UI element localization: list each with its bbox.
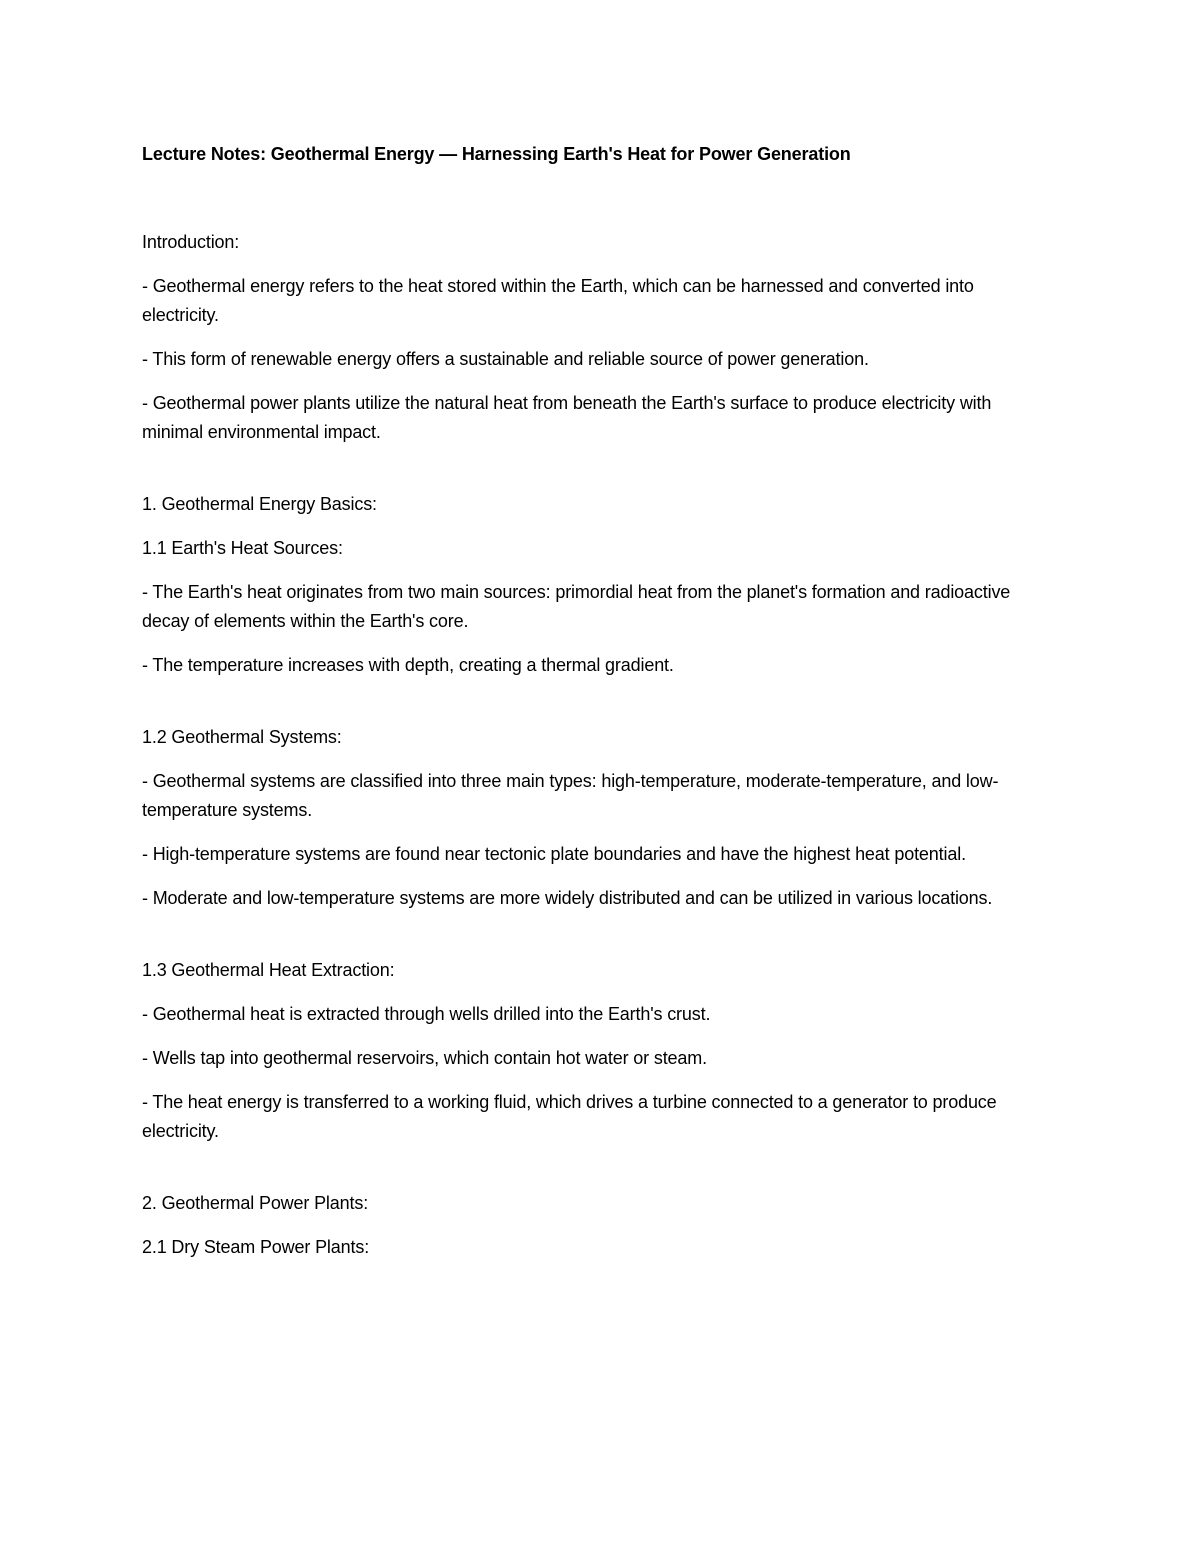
intro-item: - Geothermal power plants utilize the natural heat from beneath the Earth's surface to produce electricity with minimal environmental impact. <box>142 393 992 442</box>
section1-3-item: - The heat energy is transferred to a working fluid, which drives a turbine connected to a generator to produce electricity. <box>142 1092 997 1141</box>
section1-3-heading: 1.3 Geothermal Heat Extraction: <box>142 960 395 980</box>
intro-item: - Geothermal energy refers to the heat stored within the Earth, which can be harnessed and converted into electricity. <box>142 276 974 325</box>
section1-3-item: - Geothermal heat is extracted through wells drilled into the Earth's crust. <box>142 1004 711 1024</box>
document-title: Lecture Notes: Geothermal Energy — Harnessing Earth's Heat for Power Generation <box>142 144 851 164</box>
section1-2-heading: 1.2 Geothermal Systems: <box>142 727 342 747</box>
section1-3-item: - Wells tap into geothermal reservoirs, which contain hot water or steam. <box>142 1048 707 1068</box>
section1-1-item: - The Earth's heat originates from two main sources: primordial heat from the planet's formation and radioactive decay of elements within the Earth's core. <box>142 582 1011 631</box>
document-body <box>142 140 1042 1277</box>
section2-1-heading: 2.1 Dry Steam Power Plants: <box>142 1237 370 1257</box>
intro-heading: Introduction: <box>142 232 240 252</box>
section1-1-heading: 1.1 Earth's Heat Sources: <box>142 538 343 558</box>
section1-heading: 1. Geothermal Energy Basics: <box>142 494 377 514</box>
intro-item: - This form of renewable energy offers a sustainable and reliable source of power generation. <box>142 349 869 369</box>
section2-heading: 2. Geothermal Power Plants: <box>142 1193 369 1213</box>
section1-2-item: - Geothermal systems are classified into three main types: high-temperature, moderate-temperature, and low-temperature systems. <box>142 771 999 820</box>
section1-2-item: - Moderate and low-temperature systems are more widely distributed and can be utilized in various locations. <box>142 888 993 908</box>
section1-2-item: - High-temperature systems are found near tectonic plate boundaries and have the highest heat potential. <box>142 844 966 864</box>
section1-1-item: - The temperature increases with depth, creating a thermal gradient. <box>142 655 674 675</box>
